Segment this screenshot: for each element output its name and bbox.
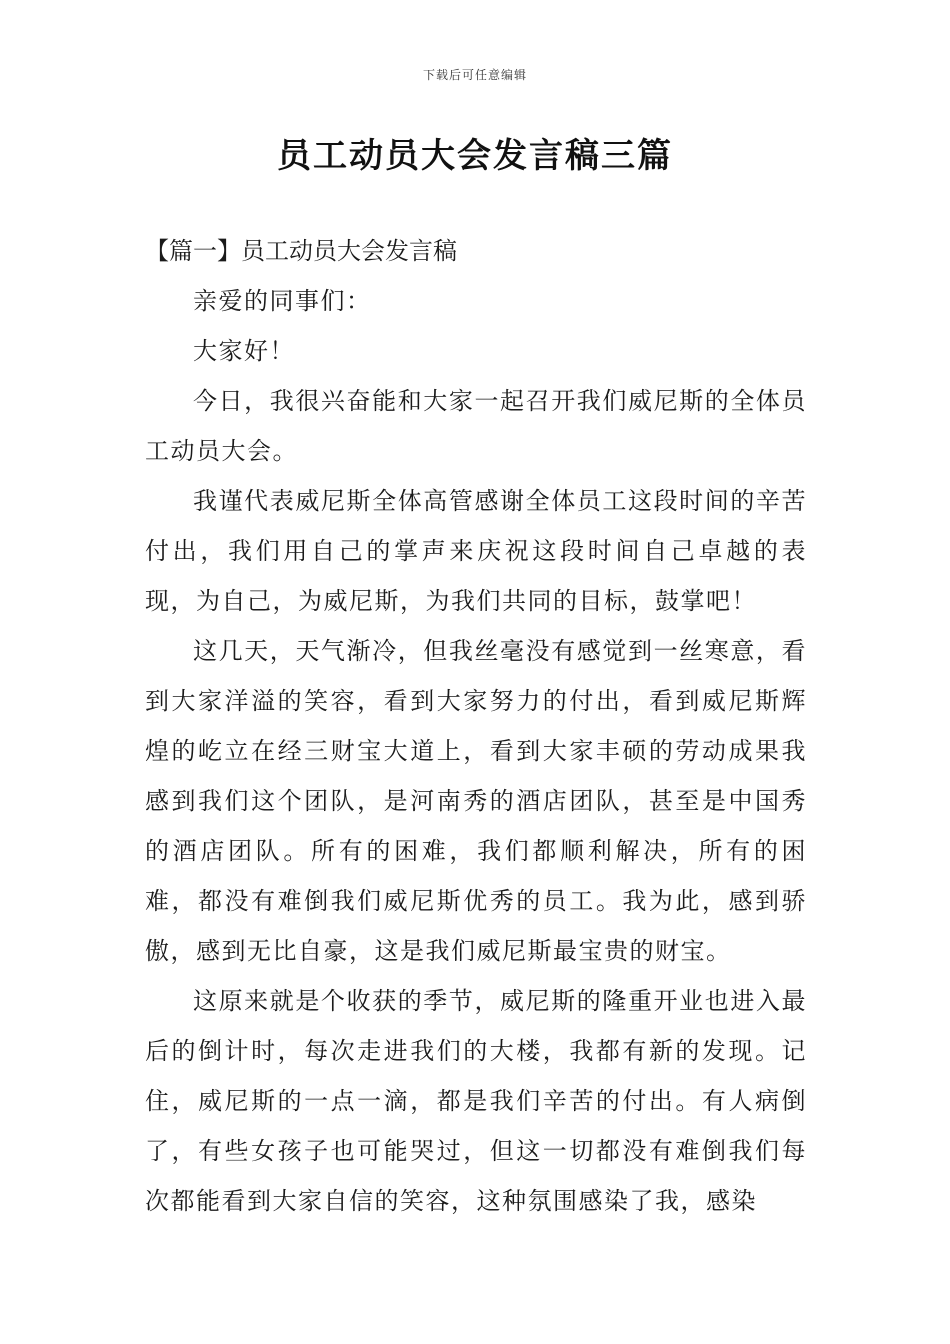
paragraph: 这几天，天气渐冷，但我丝毫没有感觉到一丝寒意，看到大家洋溢的笑容，看到大家努力的付出，看到威尼斯辉煌的屹立在经三财宝大道上，看到大家丰硕的劳动成果我感到我们这个团队，是河南秀的酒店团队，甚至是中国秀的酒店团队。所有的困难，我们都顺利解决，所有的困难，都没有难倒我们威尼斯优秀的员工。我为此，感到骄傲，感到无比自豪，这是我们威尼斯最宝贵的财宝。 [145,637,807,965]
greeting: 大家好！ [193,337,295,365]
document-body [145,226,807,1226]
salutation: 亲爱的同事们： [193,287,372,315]
paragraph: 这原来就是个收获的季节，威尼斯的隆重开业也进入最后的倒计时，每次走进我们的大楼，我都有新的发现。记住，威尼斯的一点一滴，都是我们辛苦的付出。有人病倒了，有些女孩子也可能哭过，但这一切都没有难倒我们每次都能看到大家自信的笑容，这种氛围感染了我，感染 [145,987,807,1215]
section-heading: 【篇一】员工动员大会发言稿 [145,237,457,265]
paragraph: 我谨代表威尼斯全体高管感谢全体员工这段时间的辛苦付出，我们用自己的掌声来庆祝这段时间自己卓越的表现，为自己，为威尼斯，为我们共同的目标，鼓掌吧！ [145,487,807,615]
document-title: 员工动员大会发言稿三篇 [277,136,673,176]
paragraph: 今日，我很兴奋能和大家一起召开我们威尼斯的全体员工动员大会。 [145,387,807,465]
header-note: 下载后可任意编辑 [422,68,527,82]
